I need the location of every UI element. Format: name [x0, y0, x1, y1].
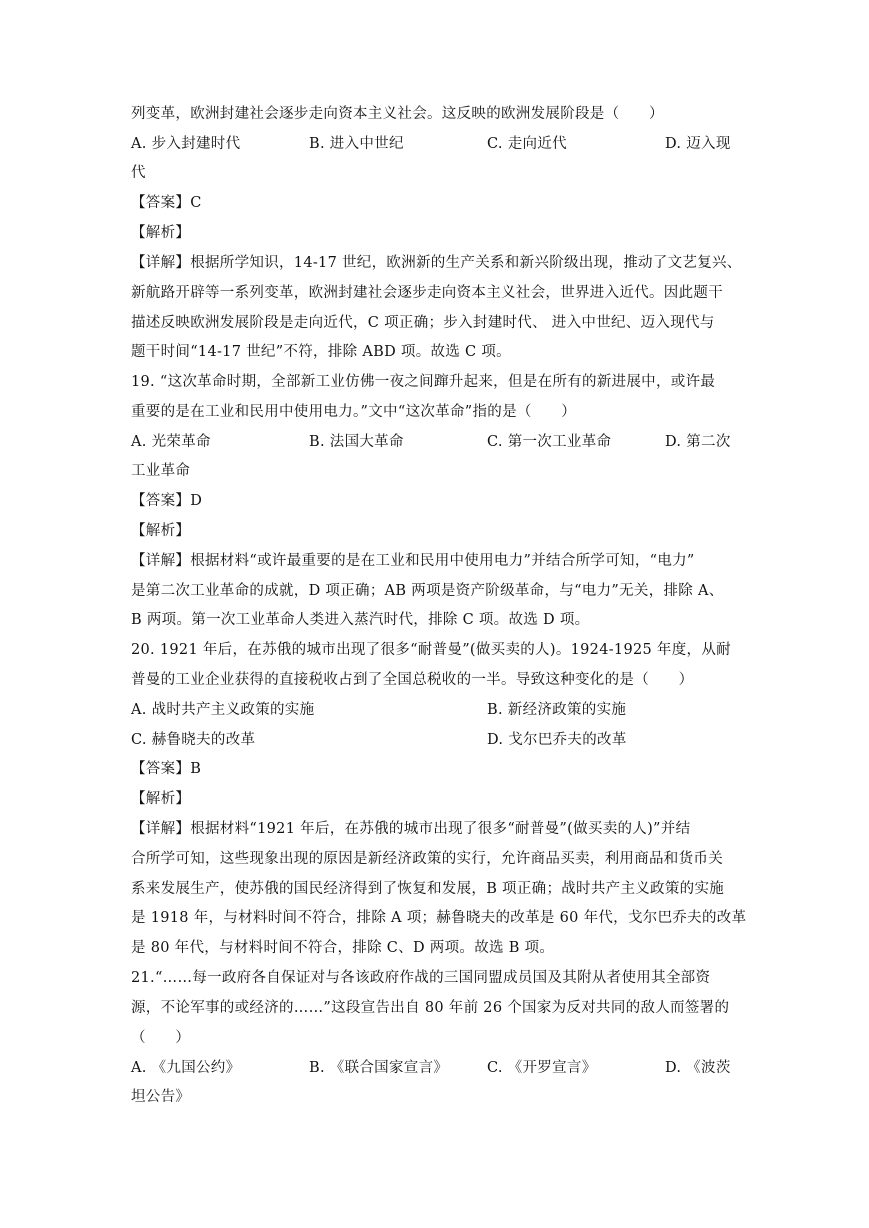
- detail-line: 是 1918 年，与材料时间不符合，排除 A 项；赫鲁晓夫的改革是 60 年代，戈尔巴乔夫的改革: [131, 910, 747, 926]
- question-stem: 21.“……每一政府各自保证对与各该政府作战的三国同盟成员国及其附从者使用其全部资: [131, 970, 711, 986]
- answer-label: 【答案】D: [131, 493, 203, 509]
- option-d: D. 《波茨: [665, 1060, 731, 1076]
- analysis-label: 【解析】: [131, 523, 191, 539]
- detail-line: 新航路开辟等一系列变革，欧洲封建社会逐步走向资本主义社会，世界进入近代。因此题干: [131, 285, 723, 301]
- detail-line: 是第二次工业革命的成就，D 项正确；AB 两项是资产阶级革命，与“电力”无关，排除 A、: [131, 583, 724, 599]
- option-d: D. 戈尔巴乔夫的改革: [487, 732, 627, 748]
- option-a: A. 《九国公约》: [131, 1060, 241, 1076]
- option-c: C. 走向近代: [487, 136, 567, 152]
- option-b: B. 进入中世纪: [309, 136, 404, 152]
- option-d-wrap: 坦公告》: [131, 1089, 191, 1105]
- question-stem-continued: 列变革，欧洲封建社会逐步走向资本主义社会。这反映的欧洲发展阶段是（ ）: [131, 106, 664, 122]
- question-stem: 20. 1921 年后，在苏俄的城市出现了很多“耐普曼”(做买卖的人)。1924-1925 年度，从耐: [131, 642, 731, 658]
- detail-line: 合所学可知，这些现象出现的原因是新经济政策的实行，允许商品买卖，利用商品和货币关: [131, 851, 723, 867]
- detail-line: 题干时间“14-17 世纪”不符，排除 ABD 项。故选 C 项。: [131, 344, 511, 360]
- option-c: C. 第一次工业革命: [487, 434, 612, 450]
- analysis-label: 【解析】: [131, 225, 191, 241]
- option-b: B. 法国大革命: [309, 434, 404, 450]
- option-a: A. 战时共产主义政策的实施: [131, 702, 315, 718]
- question-stem: 重要的是在工业和民用中使用电力。”文中“这次革命”指的是（ ）: [131, 404, 577, 420]
- analysis-label: 【解析】: [131, 791, 191, 807]
- detail-line: 【详解】根据材料“或许最重要的是在工业和民用中使用电力”并结合所学可知，“电力”: [131, 553, 695, 569]
- option-c: C. 赫鲁晓夫的改革: [131, 732, 256, 748]
- option-a: A. 光荣革命: [131, 434, 211, 450]
- option-d: D. 第二次: [665, 434, 731, 450]
- option-d-wrap: 代: [131, 165, 146, 181]
- question-stem: 普曼的工业企业获得的直接税收占到了全国总税收的一半。导致这种变化的是（ ）: [131, 672, 694, 688]
- detail-line: 【详解】根据所学知识，14-17 世纪，欧洲新的生产关系和新兴阶级出现，推动了文艺复兴、: [131, 255, 742, 271]
- question-stem: 19. “这次革命时期，全部新工业仿佛一夜之间蹿升起来，但是在所有的新进展中，或许最: [131, 374, 716, 390]
- detail-line: 【详解】根据材料“1921 年后，在苏俄的城市出现了很多“耐普曼”(做买卖的人)”并结: [131, 821, 691, 837]
- detail-line: 描述反映欧洲发展阶段是走向近代，C 项正确；步入封建时代、 进入中世纪、迈入现代与: [131, 315, 715, 331]
- answer-label: 【答案】B: [131, 761, 202, 777]
- detail-line: B 两项。第一次工业革命人类进入蒸汽时代，排除 C 项。故选 D 项。: [131, 612, 590, 628]
- option-d: D. 迈入现: [665, 136, 731, 152]
- question-stem: （ ）: [131, 1030, 191, 1046]
- detail-line: 系来发展生产，使苏俄的国民经济得到了恢复和发展，B 项正确；战时共产主义政策的实施: [131, 881, 725, 897]
- option-c: C. 《开罗宣言》: [487, 1060, 597, 1076]
- answer-label: 【答案】C: [131, 195, 202, 211]
- detail-line: 是 80 年代，与材料时间不符合，排除 C、D 两项。故选 B 项。: [131, 940, 555, 956]
- option-b: B. 新经济政策的实施: [487, 702, 627, 718]
- option-b: B. 《联合国家宣言》: [309, 1060, 449, 1076]
- question-stem: 源，不论军事的或经济的……”这段宣告出自 80 年前 26 个国家为反对共同的敌人而签署的: [131, 1000, 730, 1016]
- option-d-wrap: 工业革命: [131, 463, 191, 479]
- option-a: A. 步入封建时代: [131, 136, 241, 152]
